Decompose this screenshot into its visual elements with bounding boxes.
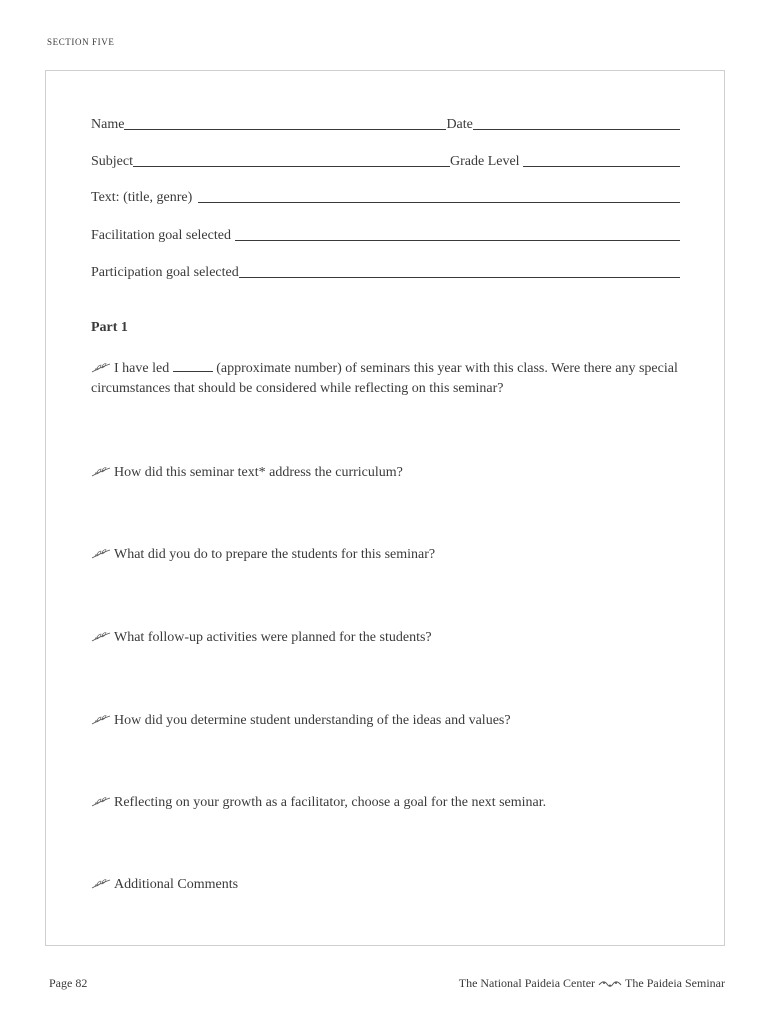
text-row	[91, 188, 680, 206]
part-heading: Part 1	[91, 320, 128, 335]
participation-goal-label: Participation goal selected	[91, 265, 239, 280]
question-1	[91, 359, 681, 399]
name-field[interactable]	[124, 129, 446, 130]
footer-title: The Paideia Seminar	[625, 976, 725, 990]
leaf-icon	[91, 549, 111, 559]
leaf-icon	[91, 715, 111, 725]
grade-level-field[interactable]	[523, 166, 680, 167]
question-7	[91, 875, 681, 895]
question-5	[91, 711, 681, 731]
question-2-text: How did this seminar text* address the curriculum?	[114, 465, 403, 480]
name-label: Name	[91, 117, 125, 132]
date-label: Date	[446, 117, 473, 132]
name-date-row	[91, 115, 680, 133]
date-field[interactable]	[473, 129, 680, 130]
question-1-lead: I have led	[114, 361, 170, 376]
question-3	[91, 545, 681, 565]
question-1-rest: (approximate number) of seminars this year with this class. Were there any special circumstances that should be considered while reflecting on this seminar?	[91, 361, 678, 396]
leaf-icon	[91, 632, 111, 642]
leaf-icon	[91, 797, 111, 807]
facilitation-goal-row	[91, 226, 680, 244]
subject-field[interactable]	[133, 166, 450, 167]
question-7-text: Additional Comments	[114, 877, 239, 892]
page-number: Page 82	[49, 976, 88, 990]
question-4	[91, 628, 681, 648]
subject-label: Subject	[91, 154, 133, 169]
ornament-icon	[598, 979, 622, 989]
section-label: SECTION FIVE	[47, 37, 115, 47]
footer-org: The National Paideia Center	[458, 976, 596, 990]
participation-goal-row	[91, 263, 680, 281]
seminar-count-field[interactable]	[173, 359, 213, 372]
question-4-text: What follow-up activities were planned for the students?	[114, 630, 432, 645]
question-2	[91, 463, 681, 483]
facilitation-goal-label: Facilitation goal selected	[91, 228, 231, 243]
question-6	[91, 793, 681, 813]
subject-grade-row	[91, 152, 680, 170]
leaf-icon	[91, 467, 111, 477]
question-6-text: Reflecting on your growth as a facilitator, choose a goal for the next seminar.	[114, 795, 547, 810]
text-field[interactable]	[198, 202, 680, 203]
footer-credit	[459, 976, 725, 991]
grade-level-label: Grade Level	[450, 154, 520, 169]
facilitation-goal-field[interactable]	[235, 240, 680, 241]
leaf-icon	[91, 879, 111, 889]
question-5-text: How did you determine student understanding of the ideas and values?	[114, 713, 511, 728]
participation-goal-field[interactable]	[239, 277, 680, 278]
leaf-icon	[91, 363, 111, 373]
text-label: Text: (title, genre)	[91, 190, 193, 205]
question-3-text: What did you do to prepare the students for this seminar?	[114, 547, 436, 562]
